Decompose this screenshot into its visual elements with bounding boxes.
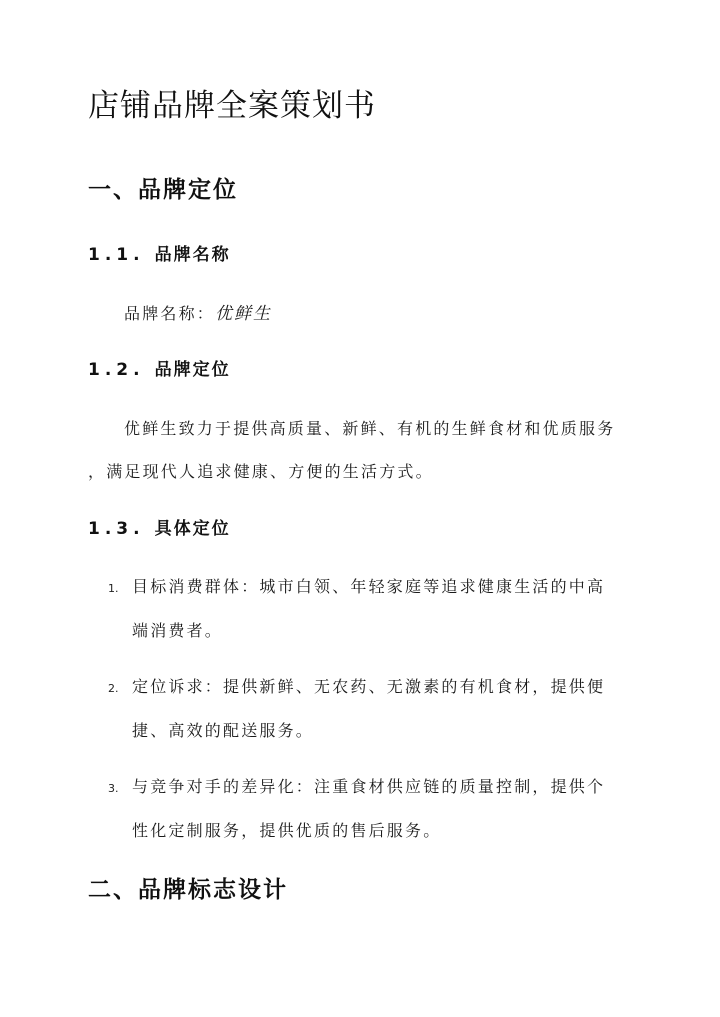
brand-name-value: 优鲜生 (215, 304, 273, 324)
list-item-number: 2. (108, 682, 119, 695)
document-title: 店铺品牌全案策划书 (88, 88, 376, 124)
list-item-1-line-1: 目标消费群体：城市白领、年轻家庭等追求健康生活的中高 (132, 577, 606, 596)
list-item-number: 1. (108, 582, 119, 595)
subsection-number: 1.2. (88, 360, 145, 380)
subsection-heading-brand-positioning (88, 357, 231, 383)
subsection-heading-brand-name (88, 242, 231, 268)
list-item-1-line-2: 端消费者。 (132, 621, 224, 640)
list-item-3-line-1: 与竞争对手的差异化：注重食材供应链的质量控制，提供个 (132, 777, 606, 796)
brand-name-paragraph (124, 302, 272, 326)
list-item-number: 3. (108, 782, 119, 795)
subsection-title: 具体定位 (154, 519, 231, 539)
subsection-heading-specific-positioning (88, 516, 231, 542)
list-item-3-line-2: 性化定制服务，提供优质的售后服务。 (132, 821, 442, 840)
section-heading-logo-design: 二、品牌标志设计 (88, 877, 288, 903)
subsection-title: 品牌定位 (154, 360, 231, 380)
list-item-2-line-1: 定位诉求：提供新鲜、无农药、无激素的有机食材，提供便 (132, 677, 606, 696)
subsection-number: 1.1. (88, 245, 145, 265)
list-item-2-line-2: 捷、高效的配送服务。 (132, 721, 315, 740)
section-heading-brand-positioning: 一、品牌定位 (88, 177, 238, 203)
subsection-number: 1.3. (88, 519, 145, 539)
positioning-paragraph-line-1: 优鲜生致力于提供高质量、新鲜、有机的生鲜食材和优质服务 (124, 419, 616, 438)
subsection-title: 品牌名称 (154, 245, 231, 265)
positioning-paragraph-line-2: ，满足现代人追求健康、方便的生活方式。 (88, 462, 434, 481)
brand-name-label: 品牌名称： (124, 304, 216, 323)
